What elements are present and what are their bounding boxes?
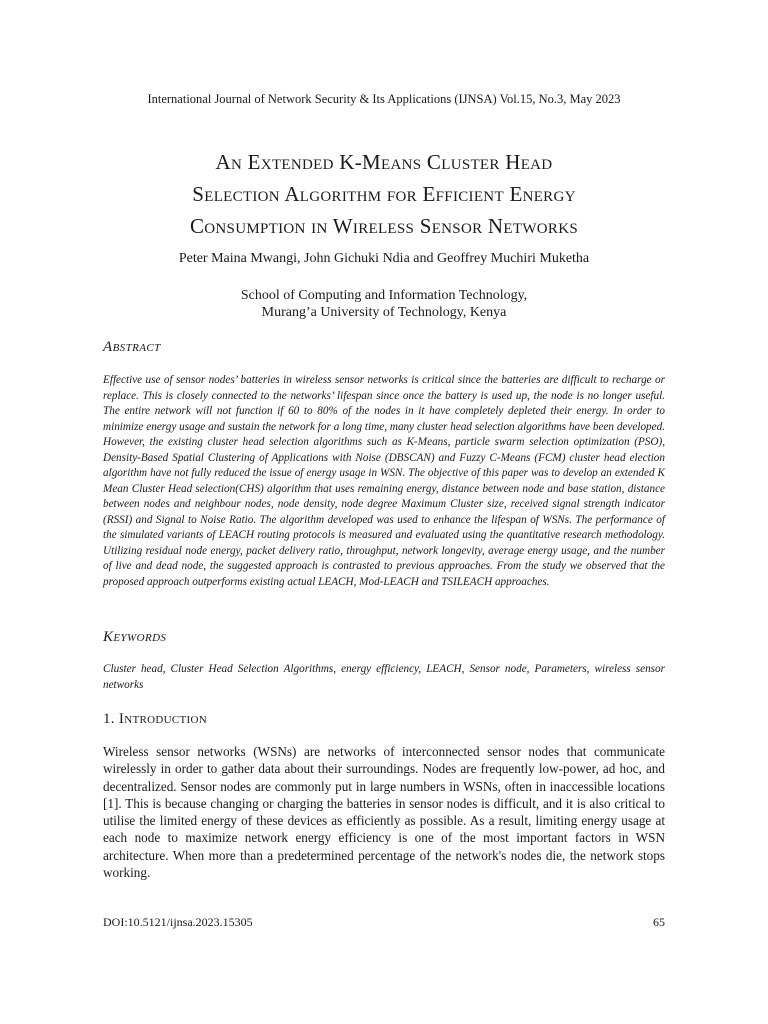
title-line-3: Consumption in Wireless Sensor Networks [189,214,578,238]
affiliation-line-2: Murang’a University of Technology, Kenya [261,305,507,320]
abstract-text: Effective use of sensor nodes’ batteries in wireless sensor networks is critical since the batteries are difficult to recharge or replace. This is closely connected to the networks’ lifespan since once the battery is used up, the node is no longer useful. The entire network will not function if 60 to 80% of the nodes in it have completely depleted their energy. In order to minimize energy usage and sustain the network for a long time, many cluster head selection algorithms have been developed. However, the existing cluster head selection algorithms such as K-Means, particle swarm selection optimization (PSO), Density-Based Spatial Clustering of Applications with Noise (DBSCAN) and Fuzzy C-Means (FCM) cluster head election algorithm have not fully reduced the issue of energy usage in WSN. The objective of this paper was to develop an extended K Mean Cluster Head selection(CHS) algorithm that uses remaining energy, distance between node and base station, distance between nodes and neighbour nodes, node density, node degree Maximum Cluster size, received signal strength indicator (RSSI) and Signal to Noise Ratio. The algorithm developed was used to enhance the lifespan of WSNs. The performance of the simulated variants of LEACH routing protocols is measured and evaluated using the quantitative research methodology. Utilizing residual node energy, packet delivery ratio, throughput, network longevity, average energy usage, and the number of live and dead node, the suggested approach is contrasted to previous approaches. From the study we observed that the proposed approach outperforms existing actual LEACH, Mod-LEACH and TSILEACH approaches. [103,374,665,588]
abstract-heading: Abstract [103,339,161,355]
keywords-heading: Keywords [103,629,167,645]
affiliation-line-1: School of Computing and Information Technology, [240,288,528,303]
authors: Peter Maina Mwangi, John Gichuki Ndia and Geoffrey Muchiri Muketha [178,251,590,266]
introduction-heading: 1. Introduction [103,711,207,727]
title-line-2: Selection Algorithm for Efficient Energy [192,182,576,206]
doi: DOI:10.5121/ijnsa.2023.15305 [103,915,253,929]
keywords-text: Cluster head, Cluster Head Selection Algorithms, energy efficiency, LEACH, Sensor node, Parameters, wireless sensor networks [103,663,665,691]
affiliation [0,287,768,321]
page-number: 65 [653,915,665,929]
journal-header: International Journal of Network Security & Its Applications (IJNSA) Vol.15, No.3, May 2023 [147,92,621,106]
paper-title [90,146,678,242]
title-line-1: An Extended K-Means Cluster Head [215,150,553,174]
introduction-text: Wireless sensor networks (WSNs) are networks of interconnected sensor nodes that communicate wirelessly in order to gather data about their surroundings. Nodes are frequently low-power, ad hoc, and decentralized. Sensor nodes are commonly put in large numbers in WSNs, often in inaccessible locations [1]. This is because changing or charging the batteries in sensor nodes is difficult, and it is also critical to utilise the limited energy of these devices as efficiently as possible. As a result, limiting energy usage at each node to maximize network energy efficiency is one of the most important factors in WSN architecture. When more than a predetermined percentage of the network's nodes die, the network stops working. [103,744,665,881]
